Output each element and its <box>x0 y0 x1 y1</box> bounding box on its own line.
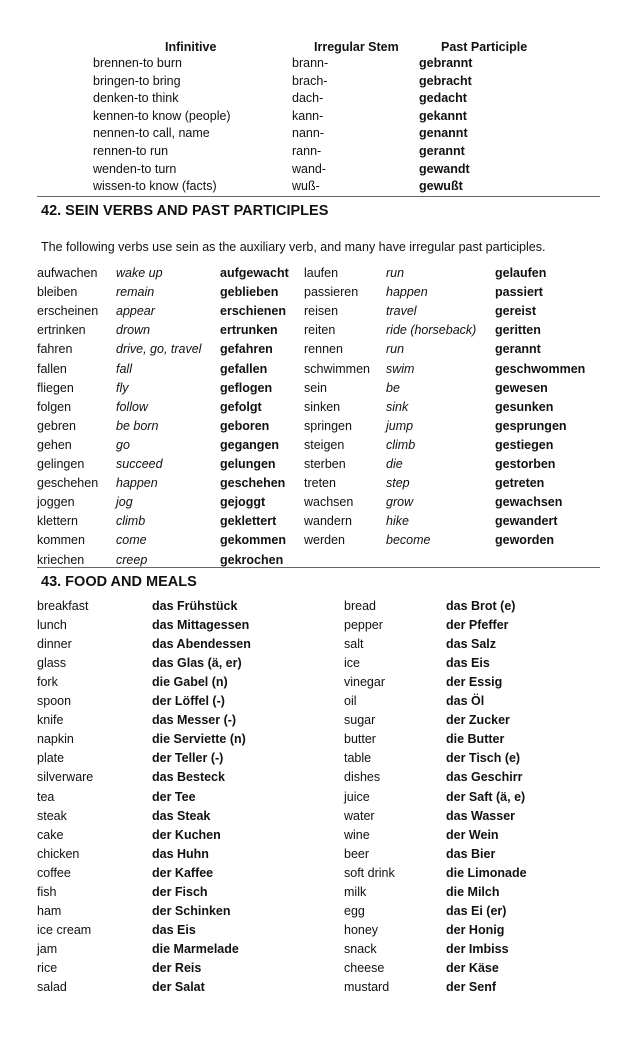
verb-german: sterben <box>304 457 346 471</box>
food-german: der Salat <box>152 980 205 994</box>
verb-english: happen <box>386 285 428 300</box>
food-english: steak <box>37 808 67 823</box>
verb-participle: gerannt <box>495 342 541 357</box>
divider-42-43 <box>37 567 600 568</box>
food-english: table <box>344 751 372 766</box>
verb-german: ertrinken <box>37 323 86 338</box>
food-english: ice cream <box>37 922 92 937</box>
verb-participle: gewandert <box>495 514 558 529</box>
food-english: coffee <box>37 865 71 880</box>
verb-participle: geschwommen <box>495 361 586 376</box>
verb-participle: erschienen <box>220 304 287 319</box>
verb-english: become <box>386 533 431 548</box>
verb-german: kriechen <box>37 552 85 567</box>
stem-cell: dach- <box>292 91 324 106</box>
food-german: der Reis <box>152 960 202 975</box>
verb-german: schwimmen <box>304 361 370 376</box>
food-english: ham <box>37 903 62 918</box>
verb-participle: ertrunken <box>220 323 278 338</box>
infinitive-cell: rennen-to run <box>93 144 169 158</box>
food-english: bread <box>344 599 376 613</box>
verb-participle: geworden <box>495 533 555 548</box>
food-german: der Kuchen <box>152 827 221 842</box>
food-english: glass <box>37 656 67 671</box>
verb-participle: geritten <box>495 323 541 338</box>
verb-participle: gekrochen <box>220 552 284 567</box>
food-english: knife <box>37 713 64 728</box>
verb-participle: gelaufen <box>495 266 547 280</box>
food-german: der Honig <box>446 922 505 937</box>
verb-german: werden <box>304 533 345 548</box>
verb-english: die <box>386 457 403 471</box>
verb-german: passieren <box>304 285 359 300</box>
food-english: lunch <box>37 618 67 633</box>
participle-cell: gerannt <box>419 144 465 158</box>
food-english: water <box>344 808 375 823</box>
verb-english: drown <box>116 323 151 338</box>
verb-participle: gereist <box>495 304 536 319</box>
verb-english: happen <box>116 476 158 491</box>
participle-cell: genannt <box>419 126 468 141</box>
verb-english: remain <box>116 285 155 300</box>
verb-english: go <box>116 437 130 452</box>
food-english: fish <box>37 884 57 899</box>
food-english: jam <box>37 941 58 956</box>
food-german: der Wein <box>446 827 499 842</box>
food-german: das Eis <box>152 922 196 937</box>
food-english: dishes <box>344 770 381 785</box>
verb-participle: passiert <box>495 285 543 300</box>
verb-english: sink <box>386 399 409 414</box>
verb-german: sein <box>304 380 327 395</box>
food-english: tea <box>37 789 55 804</box>
food-german: der Fisch <box>152 884 208 899</box>
verb-german: geschehen <box>37 476 99 491</box>
verb-participle: gefallen <box>220 361 268 376</box>
verb-german: wandern <box>304 514 352 529</box>
section42-intro: The following verbs use sein as the auxiliary verb, and many have irregular past participles. <box>41 240 546 254</box>
verb-participle: geboren <box>220 418 270 433</box>
verb-german: bleiben <box>37 285 78 300</box>
verb-german: rennen <box>304 342 343 357</box>
food-english: oil <box>344 694 357 709</box>
food-german: der Teller (-) <box>152 751 224 766</box>
food-german: der Imbiss <box>446 941 509 956</box>
verb-german: reisen <box>304 304 339 319</box>
verb-german: sinken <box>304 399 341 414</box>
verb-english: ride (horseback) <box>386 323 477 338</box>
food-german: das Öl <box>446 694 485 709</box>
header-past-participle: Past Participle <box>441 40 528 54</box>
verb-german: treten <box>304 476 336 491</box>
food-english: vinegar <box>344 675 385 690</box>
food-german: die Gabel (n) <box>152 675 228 690</box>
section42-title: 42. SEIN VERBS AND PAST PARTICIPLES <box>41 203 329 219</box>
section43-title: 43. FOOD AND MEALS <box>41 574 197 590</box>
verb-german: fahren <box>37 342 73 357</box>
food-english: salad <box>37 980 67 994</box>
verb-german: klettern <box>37 514 78 529</box>
verb-participle: gekommen <box>220 533 286 548</box>
food-english: cake <box>37 827 64 842</box>
verb-german: gebren <box>37 418 76 433</box>
verb-participle: geklettert <box>220 514 277 529</box>
verb-english: climb <box>116 514 146 529</box>
food-german: der Tisch (e) <box>446 751 521 766</box>
food-german: der Schinken <box>152 903 231 918</box>
stem-cell: brann- <box>292 56 329 70</box>
stem-cell: kann- <box>292 108 324 123</box>
food-german: das Eis <box>446 656 490 671</box>
food-english: breakfast <box>37 599 89 613</box>
verb-english: fly <box>116 380 129 395</box>
food-german: das Brot (e) <box>446 599 516 613</box>
header-irregular-stem: Irregular Stem <box>314 40 399 54</box>
food-english: mustard <box>344 980 390 994</box>
verb-participle: gewachsen <box>495 495 563 510</box>
verb-participle: gesunken <box>495 399 554 414</box>
food-english: snack <box>344 941 377 956</box>
verb-german: erscheinen <box>37 304 99 319</box>
food-german: die Serviette (n) <box>152 732 246 747</box>
participle-cell: gedacht <box>419 91 467 106</box>
food-german: der Pfeffer <box>446 618 509 633</box>
verb-german: gelingen <box>37 457 85 471</box>
verb-english: drive, go, travel <box>116 342 202 357</box>
verb-participle: gefolgt <box>220 399 262 414</box>
food-german: die Limonade <box>446 865 527 880</box>
food-english: plate <box>37 751 65 766</box>
verb-participle: gestorben <box>495 457 556 471</box>
verb-german: laufen <box>304 266 339 280</box>
food-german: der Löffel (-) <box>152 694 225 709</box>
verb-english: succeed <box>116 457 163 471</box>
verb-english: run <box>386 342 405 357</box>
verb-english: travel <box>386 304 417 319</box>
verb-participle: aufgewacht <box>220 266 289 280</box>
food-english: milk <box>344 884 367 899</box>
verb-participle: gesprungen <box>495 418 567 433</box>
verb-participle: gegangen <box>220 437 280 452</box>
food-german: das Glas (ä, er) <box>152 656 242 671</box>
verb-english: fall <box>116 361 132 376</box>
verb-english: be <box>386 380 400 395</box>
verb-english: be born <box>116 418 159 433</box>
verb-participle: gestiegen <box>495 437 554 452</box>
food-german: das Messer (-) <box>152 713 237 728</box>
food-german: das Besteck <box>152 770 225 785</box>
food-english: spoon <box>37 694 72 709</box>
verb-german: fallen <box>37 361 67 376</box>
infinitive-cell: denken-to think <box>93 91 179 106</box>
food-english: sugar <box>344 713 376 728</box>
verb-participle: gelungen <box>220 457 276 471</box>
verb-german: springen <box>304 418 352 433</box>
verb-english: jump <box>386 418 414 433</box>
verb-german: wachsen <box>304 495 354 510</box>
verb-participle: getreten <box>495 476 545 491</box>
verb-english: creep <box>116 552 148 567</box>
food-german: das Frühstück <box>152 599 238 613</box>
food-german: der Tee <box>152 789 196 804</box>
food-english: wine <box>344 827 370 842</box>
infinitive-cell: nennen-to call, name <box>93 126 210 141</box>
food-german: das Steak <box>152 808 211 823</box>
food-english: juice <box>344 789 370 804</box>
food-german: das Geschirr <box>446 770 523 785</box>
food-german: die Marmelade <box>152 941 239 956</box>
food-english: rice <box>37 960 58 975</box>
verb-english: follow <box>116 399 148 414</box>
participle-cell: gewußt <box>419 179 463 194</box>
participle-cell: gewandt <box>419 161 470 176</box>
verb-english: jog <box>116 495 133 510</box>
verb-german: joggen <box>37 495 75 510</box>
verb-german: kommen <box>37 533 85 548</box>
verb-english: run <box>386 266 405 280</box>
food-german: das Bier <box>446 846 496 861</box>
food-english: ice <box>344 656 360 671</box>
food-english: napkin <box>37 732 74 747</box>
food-english: dinner <box>37 637 72 652</box>
food-english: pepper <box>344 618 383 633</box>
food-english: soft drink <box>344 865 395 880</box>
verb-english: hike <box>386 514 409 529</box>
food-english: egg <box>344 903 365 918</box>
food-german: das Ei (er) <box>446 903 507 918</box>
verb-german: steigen <box>304 437 345 452</box>
stem-cell: rann- <box>292 144 322 158</box>
verb-english: climb <box>386 437 416 452</box>
verb-german: aufwachen <box>37 266 98 280</box>
verb-german: gehen <box>37 437 72 452</box>
stem-cell: wand- <box>292 161 327 176</box>
food-german: das Abendessen <box>152 637 251 652</box>
food-german: das Wasser <box>446 808 516 823</box>
food-german: der Kaffee <box>152 865 214 880</box>
participle-cell: gebrannt <box>419 56 473 70</box>
food-german: die Milch <box>446 884 500 899</box>
infinitive-cell: kennen-to know (people) <box>93 108 231 123</box>
food-english: fork <box>37 675 58 690</box>
verb-participle: gejoggt <box>220 495 266 510</box>
infinitive-cell: wissen-to know (facts) <box>93 179 217 194</box>
food-german: der Senf <box>446 980 497 994</box>
verb-english: step <box>386 476 410 491</box>
food-german: die Butter <box>446 732 505 747</box>
infinitive-cell: brennen-to burn <box>93 56 182 70</box>
food-german: das Huhn <box>152 846 209 861</box>
stem-cell: nann- <box>292 126 324 141</box>
food-german: der Essig <box>446 675 503 690</box>
verb-participle: gefahren <box>220 342 273 357</box>
food-german: das Mittagessen <box>152 618 250 633</box>
food-english: salt <box>344 637 364 652</box>
food-english: honey <box>344 922 379 937</box>
participle-cell: gekannt <box>419 108 467 123</box>
verb-german: reiten <box>304 323 336 338</box>
stem-cell: wuß- <box>292 179 320 194</box>
verb-english: appear <box>116 304 155 319</box>
food-german: das Salz <box>446 637 497 652</box>
food-english: beer <box>344 846 370 861</box>
participle-cell: gebracht <box>419 73 472 88</box>
food-english: cheese <box>344 960 385 975</box>
food-english: chicken <box>37 846 80 861</box>
food-german: der Zucker <box>446 713 510 728</box>
verb-english: swim <box>386 361 415 376</box>
verb-participle: gewesen <box>495 380 548 395</box>
verb-participle: geflogen <box>220 380 273 395</box>
infinitive-cell: wenden-to turn <box>93 161 177 176</box>
verb-english: come <box>116 533 147 548</box>
stem-cell: brach- <box>292 73 328 88</box>
food-german: der Käse <box>446 960 499 975</box>
verb-english: wake up <box>116 266 163 280</box>
divider-41-42 <box>37 196 600 197</box>
header-infinitive: Infinitive <box>165 40 217 54</box>
verb-german: folgen <box>37 399 72 414</box>
verb-english: grow <box>386 495 414 510</box>
verb-german: fliegen <box>37 380 74 395</box>
verb-participle: geblieben <box>220 285 279 300</box>
verb-participle: geschehen <box>220 476 286 491</box>
food-english: silverware <box>37 770 94 785</box>
food-english: butter <box>344 732 376 747</box>
food-german: der Saft (ä, e) <box>446 789 526 804</box>
infinitive-cell: bringen-to bring <box>93 73 181 88</box>
